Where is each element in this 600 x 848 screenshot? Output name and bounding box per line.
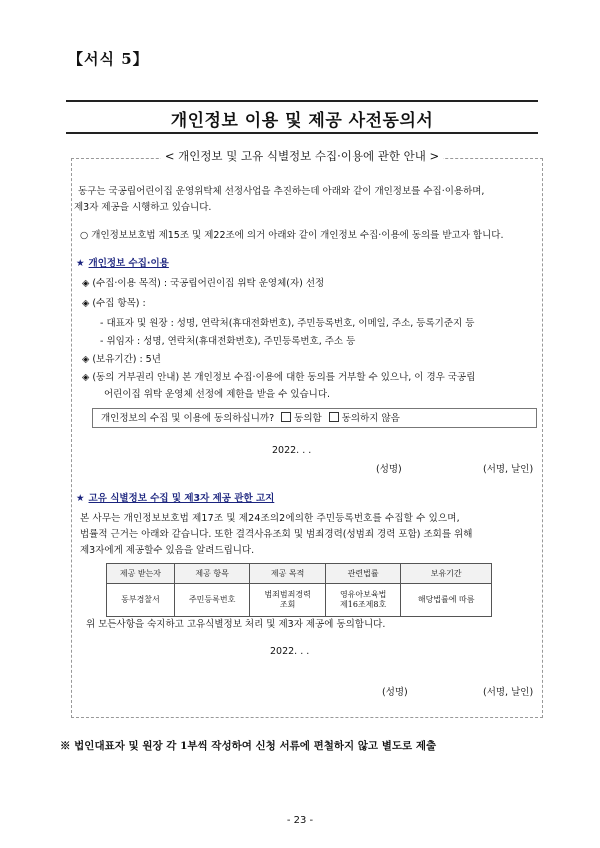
confirm-sign-label: (서명, 날인) bbox=[483, 687, 534, 698]
title-bottom-rule bbox=[66, 132, 538, 134]
notice-body-line2: 법률적 근거는 아래와 같습니다. 또한 결격사유조회 및 범죄경력(성범죄 경력 포함) 조회를 위해 bbox=[80, 529, 473, 540]
table-cell: 주민등록번호 bbox=[174, 584, 250, 617]
notice-title: < 개인정보 및 고유 식별정보 수집·이용에 관한 안내 > bbox=[60, 148, 544, 164]
title-top-rule bbox=[66, 100, 538, 102]
table-header: 보유기간 bbox=[401, 564, 492, 584]
legal-basis: ○ 개인정보보호법 제15조 및 제22조에 의거 아래와 같이 개인정보 수집·이용에 동의를 받고자 합니다. bbox=[80, 230, 504, 241]
third-party-table bbox=[106, 563, 492, 617]
submission-note: ※ 법인대표자 및 원장 각 1부씩 작성하여 신청 서류에 편철하지 않고 별도로 제출 bbox=[60, 740, 437, 752]
notice-intro-line2: 제3자 제공을 시행하고 있습니다. bbox=[74, 202, 212, 213]
table-cell: 동부경찰서 bbox=[107, 584, 175, 617]
refusal-right-line2: 어린이집 위탁 운영체 선정에 제한을 받을 수 있습니다. bbox=[104, 389, 331, 400]
sign-label: (서명, 날인) bbox=[483, 464, 534, 475]
table-header: 관련법률 bbox=[325, 564, 401, 584]
disagree-label: 동의하지 않음 bbox=[341, 413, 400, 424]
collection-items-label: ◈ (수집 항목) : bbox=[82, 298, 146, 309]
consent-date: 2022. . . bbox=[272, 445, 312, 456]
collection-item-delegate: - 위임자 : 성명, 연락처(휴대전화번호), 주민등록번호, 주소 등 bbox=[100, 336, 356, 347]
table-cell: 범죄범죄경력 조회 bbox=[250, 584, 326, 617]
star-icon: ★ bbox=[76, 258, 85, 269]
confirm-date: 2022. . . bbox=[270, 646, 310, 657]
notice-intro-line1: 동구는 국공립어린이집 운영위탁체 선정사업을 추진하는데 아래와 같이 개인정보를 수집·이용하며, bbox=[78, 186, 485, 197]
consent-question: 개인정보의 수집 및 이용에 동의하십니까? bbox=[101, 413, 275, 424]
agree-label: 동의함 bbox=[294, 413, 322, 424]
disagree-checkbox[interactable] bbox=[329, 412, 339, 422]
table-header-row bbox=[107, 564, 492, 584]
notice-body-line1: 본 사무는 개인정보보호법 제17조 및 제24조의2에의한 주민등록번호를 수집할 수 있으며, bbox=[80, 513, 460, 524]
notice-body-line3: 제3자에게 제공할수 있음을 알려드립니다. bbox=[80, 545, 255, 556]
form-label: 【서식 5】 bbox=[68, 50, 149, 68]
retention-period: ◈ (보유기간) : 5년 bbox=[82, 354, 161, 365]
table-header: 제공 목적 bbox=[250, 564, 326, 584]
collection-purpose: ◈ (수집·이용 목적) : 국공립어린이집 위탁 운영체(자) 선정 bbox=[82, 278, 325, 289]
table-row bbox=[107, 584, 492, 617]
page-number: - 23 - bbox=[286, 815, 314, 826]
table-header: 제공 항목 bbox=[174, 564, 250, 584]
collection-item-representative: - 대표자 및 원장 : 성명, 연락처(휴대전화번호), 주민등록번호, 이메일, 주소, 등록기준지 등 bbox=[100, 318, 475, 329]
name-label: (성명) bbox=[376, 464, 402, 475]
table-header: 제공 받는자 bbox=[107, 564, 175, 584]
consent-box bbox=[92, 408, 537, 428]
confirm-name-label: (성명) bbox=[382, 687, 408, 698]
table-cell: 해당법률에 따름 bbox=[401, 584, 492, 617]
star-icon: ★ bbox=[76, 493, 85, 504]
section2-heading: ★ 고유 식별정보 수집 및 제3자 제공 관한 고지 bbox=[76, 493, 275, 504]
section1-heading: ★ 개인정보 수집·이용 bbox=[76, 258, 169, 269]
agree-checkbox[interactable] bbox=[281, 412, 291, 422]
consent-confirm: 위 모든사항을 숙지하고 고유식별정보 처리 및 제3자 제공에 동의합니다. bbox=[86, 619, 386, 630]
table-cell: 영유아보육법 제16조제8호 bbox=[325, 584, 401, 617]
refusal-right-line1: ◈ (동의 거부권리 안내) 본 개인정보 수집·이용에 대한 동의를 거부할 수 있으나, 이 경우 국공립 bbox=[82, 372, 476, 383]
page-title: 개인정보 이용 및 제공 사전동의서 bbox=[170, 111, 434, 131]
